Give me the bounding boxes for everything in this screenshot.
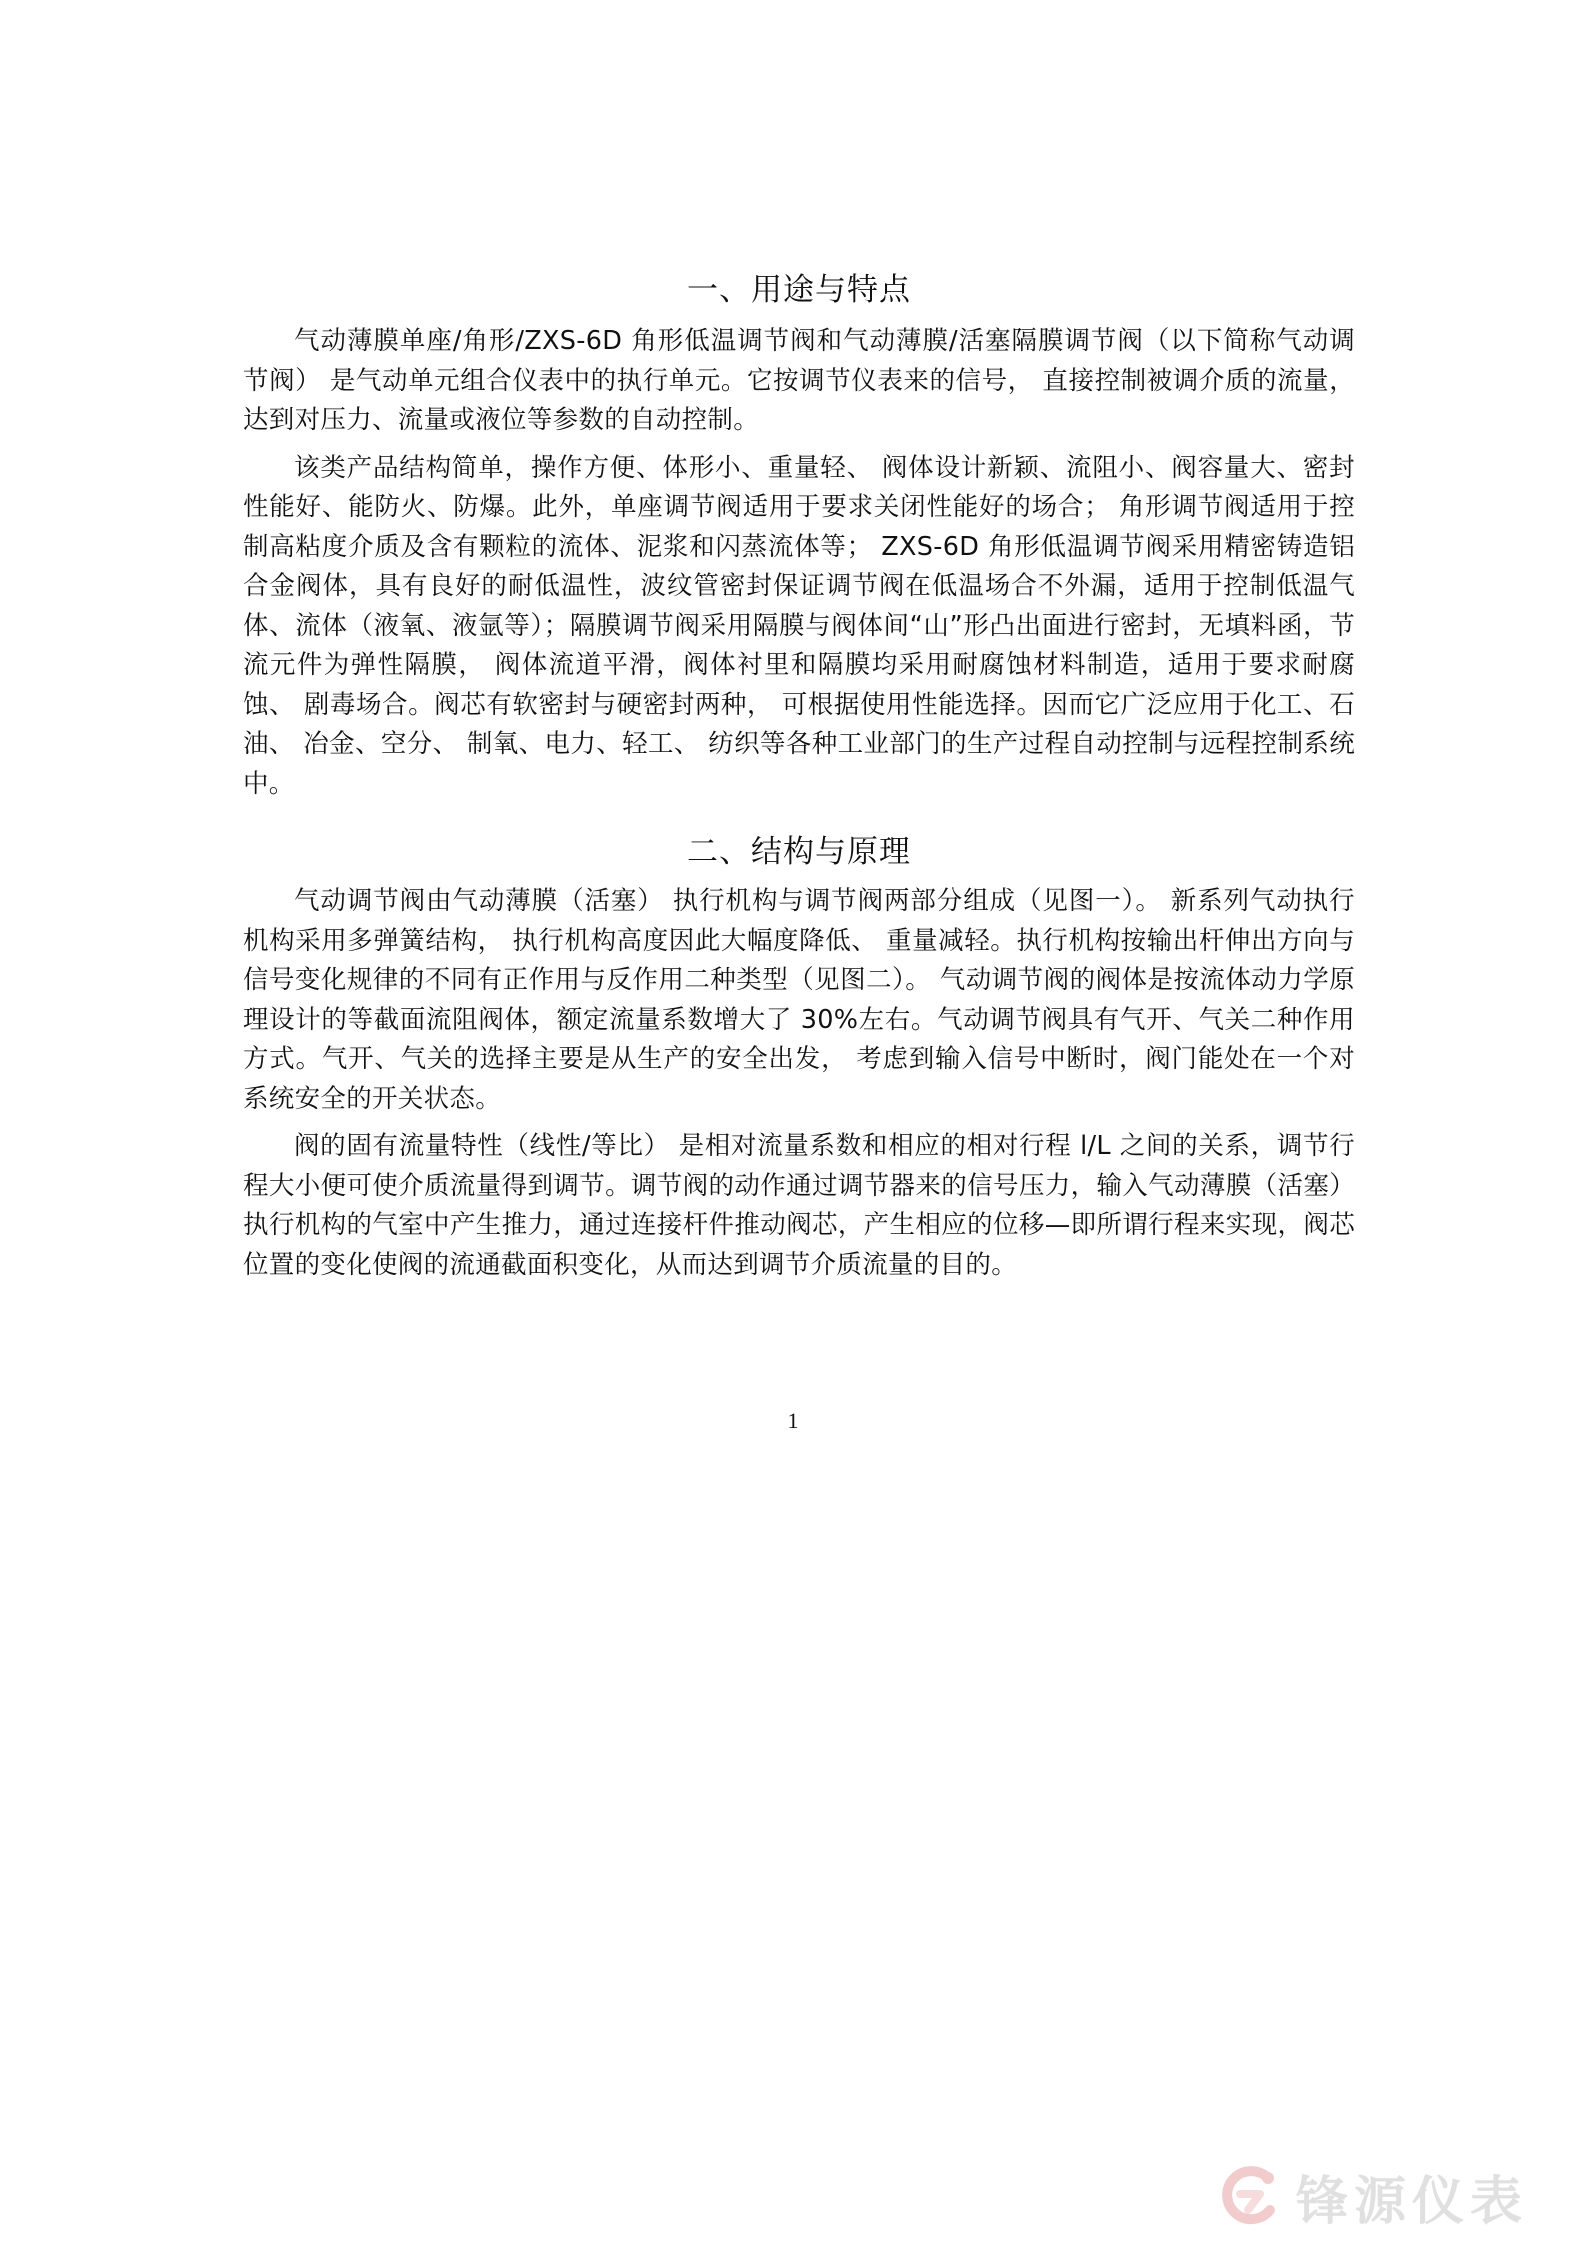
section-heading-purpose-features: 一、用途与特点 (687, 272, 911, 308)
watermark (1218, 2158, 1528, 2234)
section-heading-structure-principle: 二、结构与原理 (687, 834, 911, 870)
paragraph: 气动调节阀由气动薄膜（活塞） 执行机构与调节阀两部分组成（见图一）。 新系列气动执行机构采用多弹簧结构， 执行机构高度因此大幅度降低、 重量减轻。执行机构按输出杆伸出方向与信号变化规律的不同有正作用与反作用二种类型（见图二）。 气动调节阀的阀体是按流体动力学原理设计的等截面流阻阀体，额定流量系数增大了 30%左右。气动调节阀具有气开、气关二种作用方式。气开、气关的选择主要是从生产的安全出发， 考虑到输入信号中断时，阀门能处在一个对系统安全的开关状态。 (243, 886, 1355, 1114)
paragraph: 阀的固有流量特性（线性/等比） 是相对流量系数和相应的相对行程 l/L 之间的关系，调节行程大小便可使介质流量得到调节。调节阀的动作通过调节器来的信号压力，输入气动薄膜（活塞） 执行机构的气室中产生推力，通过连接杆件推动阀芯，产生相应的位移—即所谓行程来实现，阀芯位置的变化使阀的流通截面积变化，从而达到调节介质流量的目的。 (243, 1131, 1355, 1280)
brand-logo-icon (1218, 2164, 1282, 2228)
watermark-text: 锋源仪表 (1296, 2171, 1529, 2232)
document-body (243, 268, 1355, 1285)
paragraph: 气动薄膜单座/角形/ZXS-6D 角形低温调节阀和气动薄膜/活塞隔膜调节阀（以下简称气动调节阀） 是气动单元组合仪表中的执行单元。它按调节仪表来的信号， 直接控制被调介质的流量，达到对压力、流量或液位等参数的自动控制。 (243, 326, 1355, 435)
page-number: 1 (787, 1408, 799, 1433)
paragraph: 该类产品结构简单，操作方便、体形小、重量轻、 阀体设计新颖、流阻小、阀容量大、密封性能好、能防火、防爆。此外，单座调节阀适用于要求关闭性能好的场合； 角形调节阀适用于控制高粘度介质及含有颗粒的流体、泥浆和闪蒸流体等； ZXS-6D 角形低温调节阀采用精密铸造铝合金阀体，具有良好的耐低温性，波纹管密封保证调节阀在低温场合不外漏，适用于控制低温气体、流体（液氧、液氩等）；隔膜调节阀采用隔膜与阀体间“山”形凸出面进行密封，无填料函，节流元件为弹性隔膜， 阀体流道平滑，阀体衬里和隔膜均采用耐腐蚀材料制造，适用于要求耐腐蚀、 剧毒场合。阀芯有软密封与硬密封两种， 可根据使用性能选择。因而它广泛应用于化工、石油、 冶金、空分、 制氧、电力、轻工、 纺织等各种工业部门的生产过程自动控制与远程控制系统中。 (243, 452, 1355, 799)
